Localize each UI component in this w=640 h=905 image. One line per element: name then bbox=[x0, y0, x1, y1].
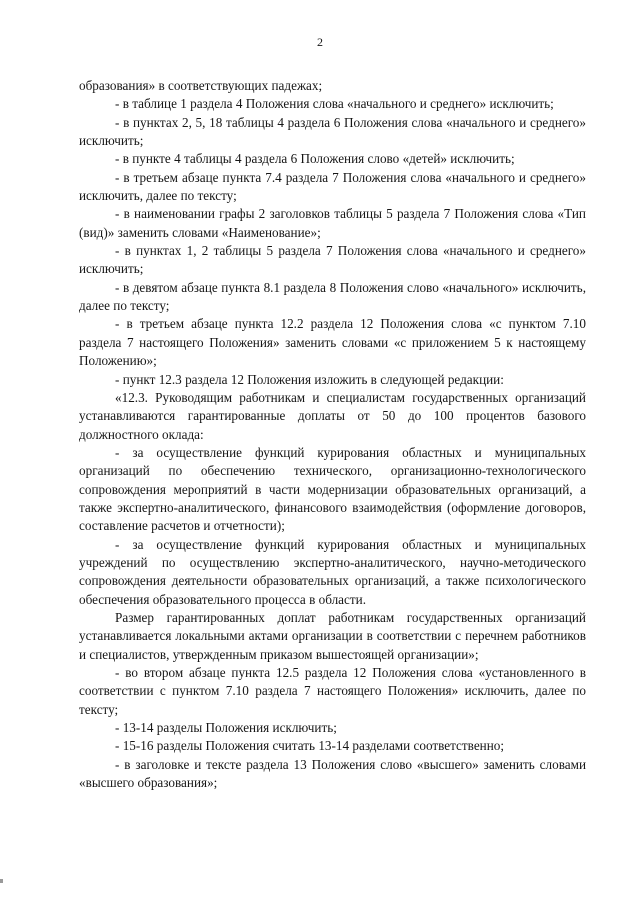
paragraph: - за осуществление функций курирования областных и муниципальных учреждений по осуществлению экспертно-аналитического, научно-методического сопровождения деятельности образовательных организаций, а также психологического обеспечения образовательного процесса в области. bbox=[79, 536, 586, 607]
paragraph: «12.3. Руководящим работникам и специалистам государственных организаций устанавливаются гарантированные доплаты от 50 до 100 процентов базового должностного оклада: bbox=[79, 389, 586, 442]
paragraph: - в третьем абзаце пункта 12.2 раздела 12 Положения слова «с пунктом 7.10 раздела 7 настоящего Положения» заменить словами «с приложением 5 к настоящему Положению»; bbox=[79, 316, 586, 369]
paragraph: - в пунктах 2, 5, 18 таблицы 4 раздела 6 Положения слова «начального и среднего» исключить; bbox=[79, 114, 586, 149]
paragraph: - 13-14 разделы Положения исключить; bbox=[115, 720, 337, 736]
paragraph: - в таблице 1 раздела 4 Положения слова «начального и среднего» исключить; bbox=[115, 96, 554, 112]
paragraph: - в заголовке и тексте раздела 13 Положения слово «высшего» заменить словами «высшего образования»; bbox=[79, 756, 586, 791]
paragraph: Размер гарантированных доплат работникам государственных организаций устанавливается локальными актами организации в соответствии с перечнем работников и специалистов, утвержденным приказом вышестоящей организации»; bbox=[79, 609, 586, 662]
paragraph: образования» в соответствующих падежах; bbox=[79, 78, 323, 93]
paragraph: - в третьем абзаце пункта 7.4 раздела 7 Положения слова «начального и среднего» исключить, далее по тексту; bbox=[79, 169, 586, 204]
paragraph: - 15-16 разделы Положения считать 13-14 разделами соответственно; bbox=[115, 738, 505, 754]
paragraph: - в девятом абзаце пункта 8.1 раздела 8 Положения слово «начального» исключить, далее по тексту; bbox=[79, 279, 586, 314]
paragraph: - в пунктах 1, 2 таблицы 5 раздела 7 Положения слова «начального и среднего» исключить; bbox=[79, 243, 586, 277]
paragraph: - пункт 12.3 раздела 12 Положения изложить в следующей редакции: bbox=[115, 371, 504, 387]
page-number: 2 bbox=[317, 35, 323, 49]
paragraph: - во втором абзаце пункта 12.5 раздела 12 Положения слова «установленного в соответствии с пунктом 7.10 раздела 7 настоящего Положения» исключить, далее по тексту; bbox=[79, 665, 586, 717]
document-body bbox=[79, 77, 586, 792]
scan-edge-mark bbox=[0, 879, 3, 883]
paragraph: - в наименовании графы 2 заголовков таблицы 5 раздела 7 Положения слова «Тип (вид)» заменить словами «Наименование»; bbox=[79, 206, 586, 240]
paragraph: - за осуществление функций курирования областных и муниципальных организаций по обеспечению технического, организационно-технологического сопровождения мероприятий в части модернизации образовательных организаций, а также экспертно-аналитического, финансового взаимодействия (оформление договоров, составление расчетов и отчетности); bbox=[79, 444, 586, 534]
paragraph: - в пункте 4 таблицы 4 раздела 6 Положения слово «детей» исключить; bbox=[115, 151, 515, 167]
